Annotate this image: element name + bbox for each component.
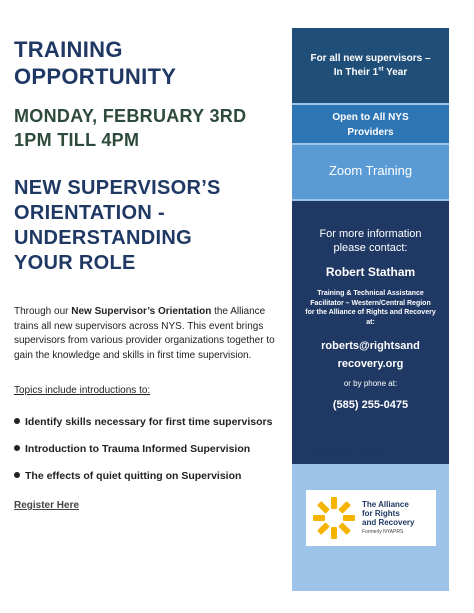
alliance-star-icon (310, 494, 358, 542)
eligibility-box (292, 105, 449, 143)
headline-line-2: ORIENTATION - (14, 202, 165, 224)
description-prefix: Through our (14, 306, 72, 317)
format-label: Zoom Training (328, 163, 413, 178)
event-headline (14, 176, 284, 276)
alliance-logo (306, 490, 436, 546)
bullet-icon (14, 418, 20, 424)
email-line-2: recovery.org (337, 358, 404, 370)
title-line-1: TRAINING (14, 37, 123, 62)
eligibility-line-1: Open to All NYS (332, 112, 409, 123)
contact-name: Robert Statham (325, 265, 416, 279)
bullet-icon (14, 472, 20, 478)
email-line-1: roberts@rightsand (321, 340, 420, 352)
logo-subtitle: Formerly NYAPRS (362, 529, 404, 535)
audience-line-1: For all new supervisors – (310, 53, 431, 64)
list-item (14, 467, 294, 494)
contact-intro-line-2: please contact: (333, 242, 408, 254)
register-link-left[interactable]: Register Here (14, 500, 80, 511)
list-item (14, 440, 294, 467)
contact-role-line-4: at: (366, 318, 375, 326)
register-link-right[interactable]: Register Here (311, 447, 383, 459)
audience-ordinal: st (378, 66, 384, 73)
info-sidebar (292, 28, 449, 591)
bullet-icon (14, 445, 20, 451)
topic-text: The effects of quiet quitting on Supervision (25, 470, 242, 482)
logo-line-2: for Rights (362, 509, 400, 518)
contact-role (292, 289, 449, 327)
phone-intro: or by phone at: (343, 379, 398, 388)
logo-wordmark (362, 500, 436, 537)
event-date: MONDAY, FEBRUARY 3RD (14, 106, 247, 126)
contact-box (292, 201, 449, 464)
audience-line-2-text: In Their 1 (333, 67, 379, 78)
event-date-time (14, 104, 284, 152)
contact-role-line-1: Training & Technical Assistance (317, 290, 424, 297)
event-description (14, 305, 286, 363)
contact-role-line-3: for the Alliance of Rights and Recovery (305, 309, 436, 316)
topic-text: Introduction to Trauma Informed Supervision (25, 443, 251, 455)
audience-line-2-end: Year (383, 67, 408, 78)
event-time: 1PM TILL 4PM (14, 130, 140, 150)
logo-line-1: The Alliance (362, 500, 409, 509)
description-bold: New Supervisor’s Orientation (71, 306, 212, 317)
audience-line-2 (292, 66, 449, 80)
title-block (14, 36, 284, 90)
format-box (292, 145, 449, 199)
topics-intro: Topics include introductions to: (14, 385, 151, 396)
topic-text: Identify skills necessary for first time supervisors (25, 416, 273, 428)
headline-line-3: UNDERSTANDING (14, 227, 192, 249)
eligibility-line-2: Providers (347, 127, 394, 138)
contact-role-line-2: Facilitator – Western/Central Region (310, 299, 431, 307)
contact-phone[interactable]: (585) 255-0475 (332, 399, 409, 411)
topics-list (14, 413, 294, 494)
headline-line-1: NEW SUPERVISOR’S (14, 177, 221, 199)
contact-email[interactable] (292, 337, 449, 373)
headline-line-4: YOUR ROLE (14, 252, 136, 274)
contact-intro-line-1: For more information (319, 228, 422, 240)
list-item (14, 413, 294, 440)
title-line-2: OPPORTUNITY (14, 64, 177, 89)
audience-box (292, 28, 449, 103)
contact-intro (292, 227, 449, 255)
description-suffix: the Alliance trains all new supervisors across NYS. This event brings supervisors from various provider organizations together to gain the knowledge and skills in first time supervision. (14, 306, 275, 361)
logo-line-3: and Recovery (362, 518, 415, 527)
